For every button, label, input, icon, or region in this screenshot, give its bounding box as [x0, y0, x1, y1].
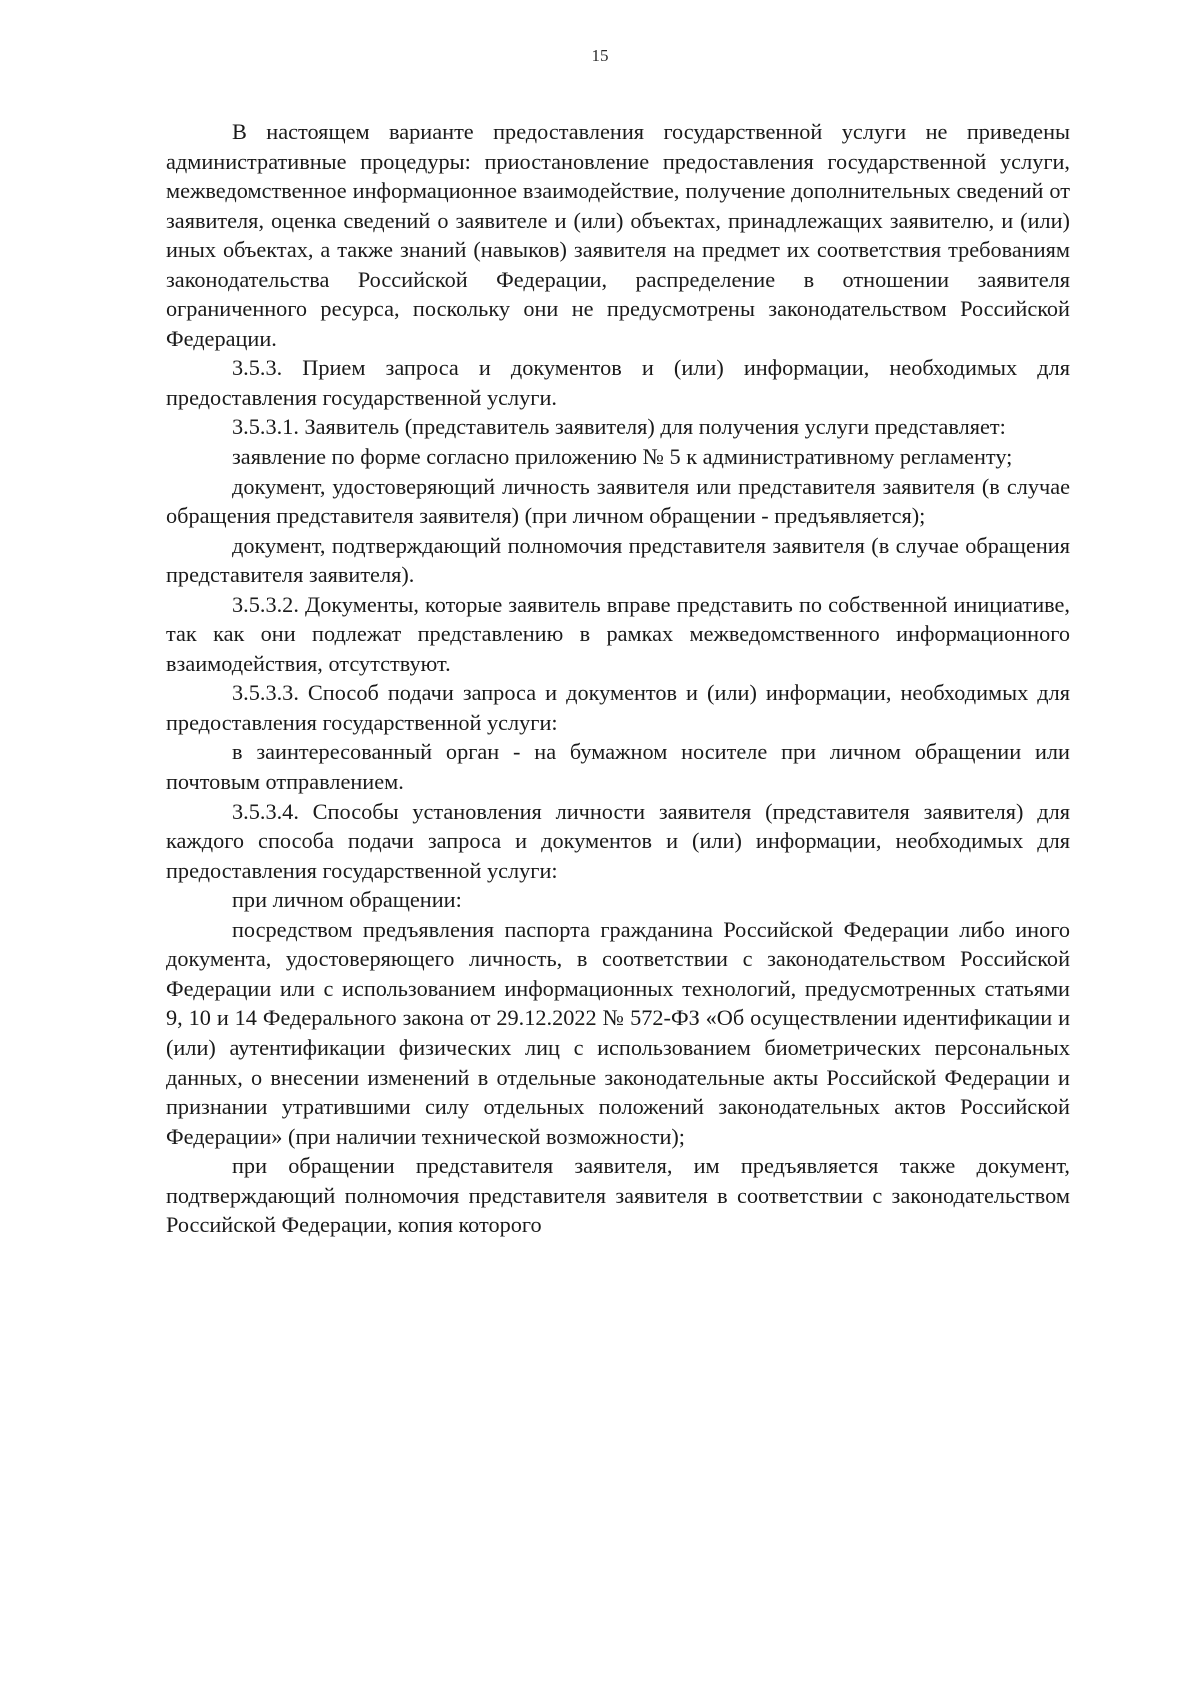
paragraph-3-5-3-1: 3.5.3.1. Заявитель (представитель заявителя) для получения услуги представляет: — [232, 414, 1006, 440]
document-body — [166, 117, 1070, 1240]
list-item-identity-document: документ, удостоверяющий личность заявителя или представителя заявителя (в случае обращения представителя заявителя) (при личном обращении - предъявляется); — [166, 473, 1070, 529]
list-item-representative-visit: при обращении представителя заявителя, им предъявляется также документ, подтверждающий полномочия представителя заявителя в соответствии с законодательством Российской Федерации, копия которого — [166, 1153, 1070, 1238]
list-item-authority-document: документ, подтверждающий полномочия представителя заявителя (в случае обращения представителя заявителя). — [166, 532, 1070, 588]
list-item-passport-presentation: посредством предъявления паспорта гражданина Российской Федерации либо иного документа, удостоверяющего личность, в соответствии с законодательством Российской Федерации или с использованием информационных технологий, предусмотренных статьями 9, 10 и 14 Федерального закона от 29.12.2022 № 572-ФЗ «Об осуществлении идентификации и (или) аутентификации физических лиц с использованием биометрических персональных данных, о внесении изменений в отдельные законодательные акты Российской Федерации и признании утратившими силу отдельных положений законодательных актов Российской Федерации» (при наличии технической возможности); — [166, 916, 1070, 1149]
list-item-personal-visit: при личном обращении: — [232, 887, 462, 913]
paragraph-3-5-3-2: 3.5.3.2. Документы, которые заявитель вправе представить по собственной инициативе, так как они подлежат представлению в рамках межведомственного информационного взаимодействия, отсутствуют. — [166, 591, 1070, 676]
paragraph-3-5-3-4: 3.5.3.4. Способы установления личности заявителя (представителя заявителя) для каждого способа подачи запроса и документов и (или) информации, необходимых для предоставления государственной услуги: — [166, 798, 1070, 883]
list-item-application-form: заявление по форме согласно приложению № 5 к административному регламенту; — [232, 444, 1013, 470]
page-number: 15 — [591, 46, 609, 65]
paragraph-3-5-3-3: 3.5.3.3. Способ подачи запроса и документов и (или) информации, необходимых для предоставления государственной услуги: — [166, 680, 1070, 735]
paragraph-3-5-3: 3.5.3. Прием запроса и документов и (или) информации, необходимых для предоставления государственной услуги. — [166, 355, 1070, 410]
paragraph-procedures-not-listed: В настоящем варианте предоставления государственной услуги не приведены административные процедуры: приостановление предоставления государственной услуги, межведомственное информационное взаимодействие, получение дополнительных сведений от заявителя, оценка сведений о заявителе и (или) объектах, принадлежащих заявителю, и (или) иных объектах, а также знаний (навыков) заявителя на предмет их соответствия требованиям законодательства Российской Федерации, распределение в отношении заявителя ограниченного ресурса, поскольку они не предусмотрены законодательством Российской Федерации. — [166, 119, 1070, 351]
list-item-submission-method: в заинтересованный орган - на бумажном носителе при личном обращении или почтовым отправлением. — [166, 739, 1070, 795]
